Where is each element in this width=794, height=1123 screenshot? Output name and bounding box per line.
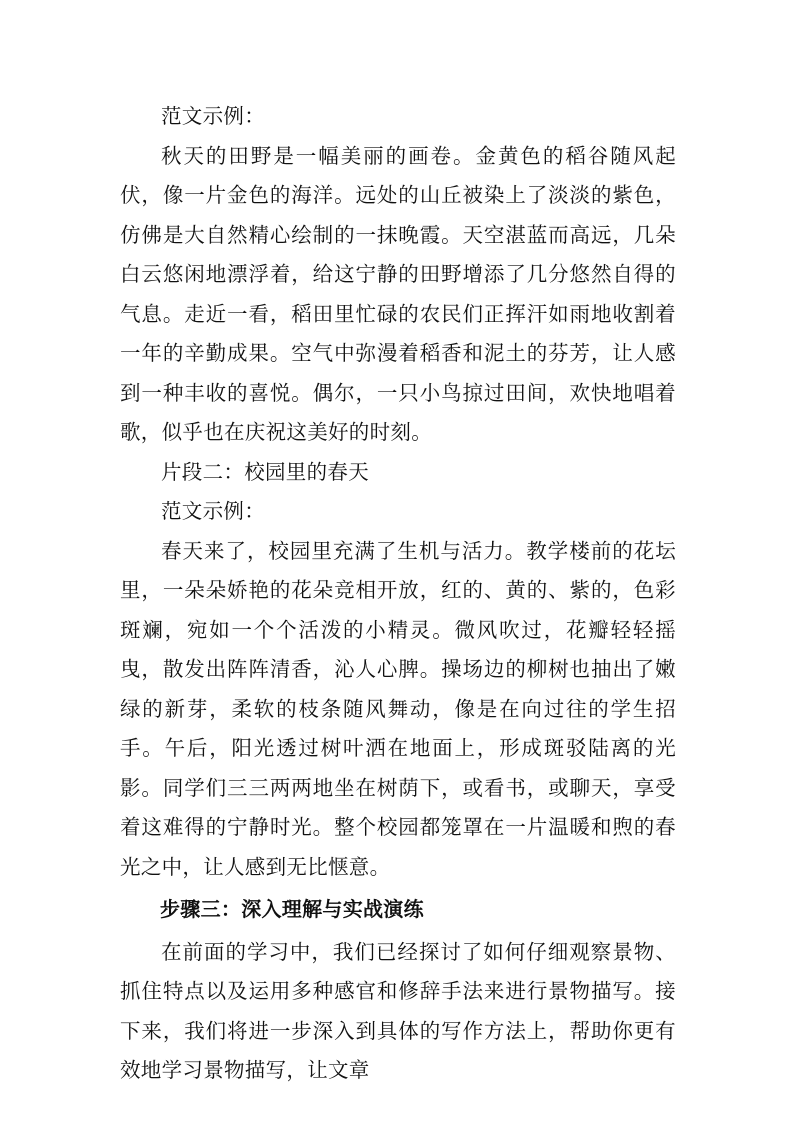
spring-example-paragraph: 春天来了，校园里充满了生机与活力。教学楼前的花坛里，一朵朵娇艳的花朵竞相开放，红的、黄的、紫的，色彩斑斓，宛如一个个活泼的小精灵。微风吹过，花瓣轻轻摇曳，散发出阵阵清香，沁人心脾。操场边的柳树也抽出了嫩绿的新芽，柔软的枝条随风舞动，像是在向过往的学生招手。午后，阳光透过树叶洒在地面上，形成斑驳陆离的光影。同学们三三两两地坐在树荫下，或看书，或聊天，享受着这难得的宁静时光。整个校园都笼罩在一片温暖和煦的春光之中，让人感到无比惬意。 (120, 538, 676, 879)
step-three-paragraph: 在前面的学习中，我们已经探讨了如何仔细观察景物、抓住特点以及运用多种感官和修辞手法来进行景物描写。接下来，我们将进一步深入到具体的写作方法上，帮助你更有效地学习景物描写，让文章 (120, 939, 676, 1082)
document-body (120, 97, 676, 1091)
section-heading: 步骤三：深入理解与实战演练 (160, 897, 424, 921)
fragment-title: 片段二：校园里的春天 (161, 459, 369, 484)
example-label: 范文示例： (161, 104, 265, 128)
example-label: 范文示例： (161, 499, 265, 523)
autumn-example-paragraph: 秋天的田野是一幅美丽的画卷。金黄色的稻谷随风起伏，像一片金色的海洋。远处的山丘被染上了淡淡的紫色，仿佛是大自然精心绘制的一抹晚霞。天空湛蓝而高远，几朵白云悠闲地漂浮着，给这宁静的田野增添了几分悠然自得的气息。走近一看，稻田里忙碌的农民们正挥汗如雨地收割着一年的辛勤成果。空气中弥漫着稻香和泥土的芬芳，让人感到一种丰收的喜悦。偶尔，一只小鸟掠过田间，欢快地唱着歌，似乎也在庆祝这美好的时刻。 (120, 143, 676, 444)
